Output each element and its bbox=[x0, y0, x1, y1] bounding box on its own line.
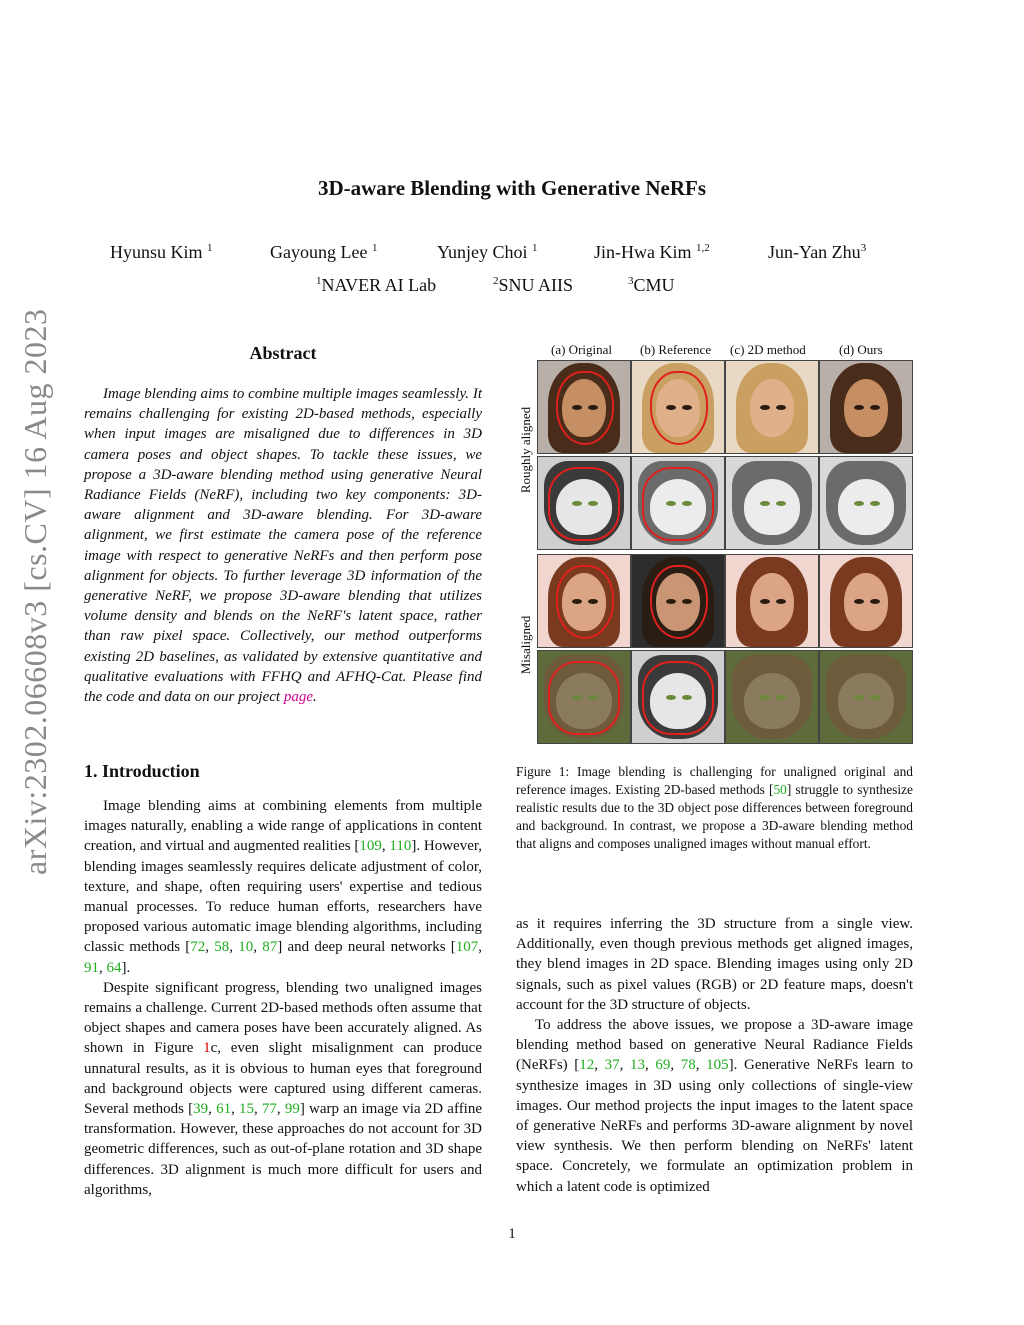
blend-region-outline bbox=[548, 661, 620, 735]
blend-region-outline bbox=[642, 661, 714, 735]
citation-link[interactable]: 107 bbox=[455, 939, 479, 956]
blend-region-outline bbox=[556, 565, 614, 639]
author-name: Yunjey Choi bbox=[437, 242, 528, 262]
citation-link[interactable]: 15 bbox=[239, 1101, 254, 1118]
text-run: , bbox=[205, 939, 215, 956]
author-name: Jin-Hwa Kim bbox=[594, 242, 692, 262]
eye bbox=[776, 501, 786, 506]
figure-image-r3-c4 bbox=[819, 554, 913, 648]
eye bbox=[760, 695, 770, 700]
blend-region-outline bbox=[650, 565, 708, 639]
blend-region-outline bbox=[556, 371, 614, 445]
column-label-original: (a) Original bbox=[551, 342, 613, 357]
figure-image-r1-c2 bbox=[631, 360, 725, 454]
text-run: c, even slight misalignment can produce unnatural results, as it is obvious to human eyes that foreground and background objects were captured using different cameras. Several methods [ bbox=[84, 1040, 482, 1118]
citation-link[interactable]: 13 bbox=[630, 1057, 646, 1074]
paper-title: 3D-aware Blending with Generative NeRFs bbox=[317, 176, 707, 200]
face bbox=[750, 573, 794, 631]
text-run: Figure 1: Image blending is challenging for unaligned original and reference images. Existing 2D-based methods [ bbox=[516, 764, 913, 797]
abstract-heading: Abstract bbox=[249, 343, 317, 363]
citation-link[interactable]: 61 bbox=[216, 1101, 232, 1118]
abstract-text: Image blending aims to combine multiple images seamlessly. It remains challenging for existing 2D-based methods, especially when input images are misaligned due to differences in 3D camera poses and object shapes. To tackle these issues, we propose a 3D-aware blending method using generative Neural Radiance Fields (NeRF), including two key components: 3D-aware alignment and 3D-aware blending. For 3D-aware alignment, we first estimate the camera pose of the reference image with respect to generative NeRFs and then perform pose alignment for objects. To further leverage 3D information of the generative NeRF, we propose 3D-aware blending that utilizes volume density and blends on the NeRF's latent space, rather than raw pixel space. Collectively, our method outperforms existing 2D baselines, as validated by extensive quantitative and qualitative evaluations with FFHQ and AFHQ-Cat. Please find the code and data on our project bbox=[84, 386, 482, 706]
cat-face bbox=[838, 673, 894, 729]
column-label-ours: (d) Ours bbox=[839, 342, 883, 357]
eye bbox=[870, 405, 880, 410]
text-run: , bbox=[381, 838, 390, 855]
text-run: , bbox=[253, 939, 263, 956]
citation-link[interactable]: 58 bbox=[214, 939, 230, 956]
text-run: as it requires inferring the 3D structure from a single view. Additionally, even though previous methods get aligned images, they blend images in 2D space. Blending images using only 2D signals, such as pixel values (RGB) or 2D feature maps, doesn't account for the 3D structure of objects. bbox=[516, 916, 913, 1013]
text-run: , bbox=[478, 939, 483, 956]
left-column-body bbox=[84, 796, 482, 1200]
author-sup: 3 bbox=[860, 242, 867, 254]
figure-image-r2-c3 bbox=[725, 456, 819, 550]
text-run: Image blending aims at combining elements from multiple images naturally, enabling a wide range of applications in content creation, and virtual and augmented realities [ bbox=[84, 798, 482, 855]
text-run: , bbox=[231, 1101, 239, 1118]
page-number: 1 bbox=[508, 1226, 516, 1242]
text-run: ] warp an image via 2D affine transformation. However, these approaches do not account for 3D geometric differences, such as out-of-plane rotation and 3D shape differences. 3D alignment is much more difficult for users and algorithms, bbox=[84, 1101, 483, 1198]
introduction-heading: 1. Introduction bbox=[84, 761, 200, 781]
eye bbox=[776, 599, 786, 604]
figure-image-r4-c2 bbox=[631, 650, 725, 744]
text-run: , bbox=[670, 1057, 681, 1074]
affiliation-name: NAVER AI Lab bbox=[321, 275, 437, 295]
cat-face bbox=[744, 479, 800, 535]
affiliation-3 bbox=[628, 275, 675, 296]
eye bbox=[854, 599, 864, 604]
author-sup: 1,2 bbox=[696, 242, 710, 254]
eye bbox=[760, 501, 770, 506]
author-4 bbox=[594, 242, 710, 263]
text-run: ] and deep neural networks [ bbox=[277, 939, 456, 956]
author-5 bbox=[768, 242, 866, 263]
author-2 bbox=[270, 242, 377, 263]
citation-link[interactable]: 50 bbox=[773, 782, 787, 797]
citation-link[interactable]: 1 bbox=[203, 1040, 211, 1057]
text-run: , bbox=[254, 1101, 262, 1118]
citation-link[interactable]: 37 bbox=[604, 1057, 620, 1074]
citation-link[interactable]: 105 bbox=[706, 1057, 729, 1074]
cat-face bbox=[838, 479, 894, 535]
text-run: Despite significant progress, blending two unaligned images remains a challenge. Current 2D-based methods often assume that object shapes and camera poses have been accurately aligned. As shown in Figure bbox=[84, 979, 482, 1057]
face bbox=[750, 379, 794, 437]
intro-paragraph-1 bbox=[84, 796, 482, 978]
eye bbox=[870, 695, 880, 700]
intro-paragraph-3 bbox=[516, 914, 913, 1015]
row-label-misaligned: Misaligned bbox=[518, 615, 533, 675]
blend-region-outline bbox=[548, 467, 620, 541]
author-name: Gayoung Lee bbox=[270, 242, 368, 262]
citation-link[interactable]: 69 bbox=[655, 1057, 671, 1074]
eye bbox=[776, 405, 786, 410]
affiliation-sup: 3 bbox=[628, 275, 634, 287]
text-run: ]. bbox=[121, 959, 131, 976]
cat-face bbox=[744, 673, 800, 729]
text-run: , bbox=[619, 1057, 631, 1074]
text-run: ]. Generative NeRFs learn to synthesize images in 3D using only collections of single-view images. Our method projects the input images to the latent space of generative NeRFs and performs 3D-aware alignment by novel view synthesis. We then perform blending on NeRFs' latent space. Concretely, we formulate an optimization problem in which a latent code is optimized bbox=[516, 1057, 914, 1195]
eye bbox=[854, 405, 864, 410]
column-label-reference: (b) Reference bbox=[640, 342, 712, 357]
arxiv-stamp: arXiv:2302.06608v3 [cs.CV] 16 Aug 2023 bbox=[17, 308, 53, 875]
citation-link[interactable]: 72 bbox=[190, 939, 206, 956]
affiliation-sup: 2 bbox=[493, 275, 499, 287]
eye bbox=[870, 599, 880, 604]
eye bbox=[854, 501, 864, 506]
column-label-2d-method: (c) 2D method bbox=[730, 342, 806, 357]
text-run: , bbox=[99, 959, 107, 976]
figure-image-r3-c2 bbox=[631, 554, 725, 648]
text-run: ] struggle to synthesize realistic results due to the 3D object pose differences between foreground and background. In contrast, we propose a 3D-aware blending method that aligns and composes unaligned images without manual effort. bbox=[516, 782, 913, 851]
citation-link[interactable]: 10 bbox=[238, 939, 254, 956]
figure-image-r2-c4 bbox=[819, 456, 913, 550]
figure-image-r3-c1 bbox=[537, 554, 631, 648]
text-run: , bbox=[594, 1057, 605, 1074]
author-sup: 1 bbox=[532, 242, 538, 254]
text-run: , bbox=[208, 1101, 217, 1118]
project-page-link[interactable]: page bbox=[283, 689, 313, 706]
citation-link[interactable]: 78 bbox=[680, 1057, 696, 1074]
figure-image-r1-c1 bbox=[537, 360, 631, 454]
affiliation-sup: 1 bbox=[316, 275, 322, 287]
figure-image-r1-c4 bbox=[819, 360, 913, 454]
figure-image-r2-c2 bbox=[631, 456, 725, 550]
text-run: , bbox=[645, 1057, 656, 1074]
eye bbox=[870, 501, 880, 506]
citation-link[interactable]: 99 bbox=[284, 1101, 300, 1118]
abstract-body bbox=[84, 384, 482, 707]
citation-link[interactable]: 110 bbox=[389, 838, 412, 855]
intro-paragraph-4 bbox=[516, 1015, 913, 1197]
eye bbox=[776, 695, 786, 700]
blend-region-outline bbox=[642, 467, 714, 541]
figure-image-r2-c1 bbox=[537, 456, 631, 550]
figure-image-r4-c3 bbox=[725, 650, 819, 744]
figure-image-r4-c1 bbox=[537, 650, 631, 744]
eye bbox=[854, 695, 864, 700]
citation-link[interactable]: 87 bbox=[262, 939, 278, 956]
figure-1-caption bbox=[516, 763, 913, 853]
citation-link[interactable]: 12 bbox=[579, 1057, 595, 1074]
eye bbox=[760, 405, 770, 410]
abstract-end: . bbox=[313, 689, 317, 706]
figure-1 bbox=[516, 342, 916, 752]
eye bbox=[760, 599, 770, 604]
face bbox=[844, 573, 888, 631]
right-column-body bbox=[516, 914, 913, 1197]
face bbox=[844, 379, 888, 437]
text-run: To address the above issues, we propose a 3D-aware image blending method based on generative Neural Radiance Fields (NeRFs) [ bbox=[516, 1017, 913, 1074]
row-label-roughly-aligned: Roughly aligned bbox=[518, 406, 533, 494]
intro-paragraph-2 bbox=[84, 978, 482, 1200]
text-run: , bbox=[276, 1101, 285, 1118]
citation-link[interactable]: 39 bbox=[193, 1101, 209, 1118]
figure-image-r4-c4 bbox=[819, 650, 913, 744]
author-name: Hyunsu Kim bbox=[110, 242, 203, 262]
affiliation-2 bbox=[493, 275, 573, 296]
text-run: ]. However, blending images seamlessly requires delicate adjustment of color, texture, and shape, often requiring users' expertise and tedious manual processes. To reduce human efforts, researchers have proposed various automatic image blending algorithms, including classic methods [ bbox=[84, 838, 482, 956]
author-1 bbox=[110, 242, 213, 263]
author-sup: 1 bbox=[371, 242, 378, 254]
text-run: , bbox=[229, 939, 239, 956]
author-name: Jun-Yan Zhu bbox=[768, 242, 861, 262]
citation-link[interactable]: 91 bbox=[84, 959, 99, 976]
figure-image-r1-c3 bbox=[725, 360, 819, 454]
author-sup: 1 bbox=[207, 242, 213, 254]
blend-region-outline bbox=[650, 371, 708, 445]
text-run: , bbox=[695, 1057, 707, 1074]
affiliation-name: SNU AIIS bbox=[498, 275, 574, 295]
citation-link[interactable]: 109 bbox=[359, 838, 382, 855]
citation-link[interactable]: 64 bbox=[106, 959, 122, 976]
citation-link[interactable]: 77 bbox=[261, 1101, 277, 1118]
author-3 bbox=[437, 242, 538, 263]
figure-image-r3-c3 bbox=[725, 554, 819, 648]
affiliation-name: CMU bbox=[633, 275, 675, 295]
affiliation-1 bbox=[316, 275, 436, 296]
